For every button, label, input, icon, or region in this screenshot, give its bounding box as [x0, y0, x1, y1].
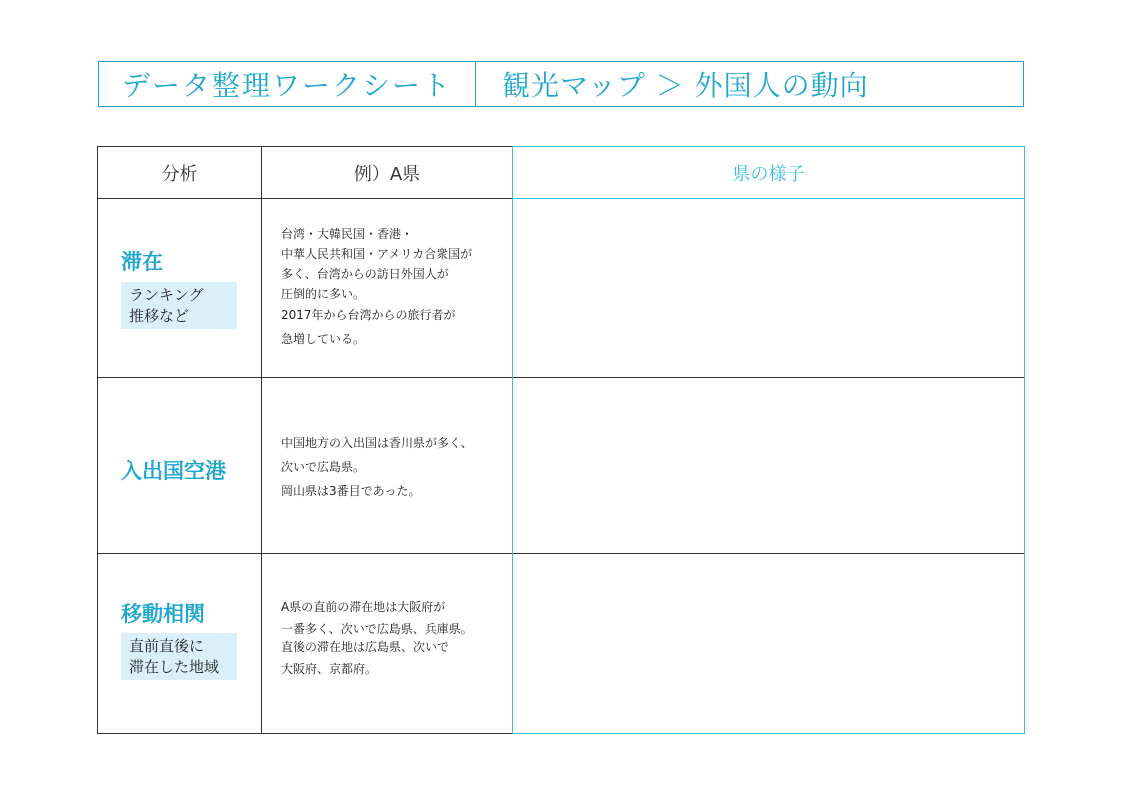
- worksheet-header: [98, 61, 1024, 107]
- row-tag-line: ランキング: [129, 286, 204, 304]
- row-title-movement: 移動相関: [121, 602, 205, 626]
- row-tag-movement: [121, 633, 237, 680]
- example-text-stay: [281, 224, 472, 349]
- example-line: 岡山県は3番目であった。: [281, 484, 421, 498]
- worksheet-subtitle: 観光マップ ＞ 外国人の動向: [502, 69, 869, 102]
- table-border-bottom-right: [512, 733, 1025, 734]
- example-line: 直後の滞在地は広島県、次いで: [281, 640, 450, 654]
- row-tag-line: 滞在した地域: [129, 658, 220, 676]
- row-title-stay: 滞在: [121, 250, 163, 274]
- analysis-table: [97, 146, 1025, 734]
- example-line: 2017年から台湾からの旅行者が: [281, 308, 456, 322]
- example-line: 台湾・大韓民国・香港・: [281, 227, 414, 241]
- column-divider-1: [261, 146, 262, 734]
- row-tag-line: 直前直後に: [129, 637, 205, 655]
- example-line: 圧倒的に多い。: [281, 287, 366, 301]
- example-line: 中国地方の入出国は香川県が多く、: [281, 436, 473, 450]
- row-tag-stay: [121, 282, 237, 329]
- example-line: A県の直前の滞在地は大阪府が: [281, 600, 446, 614]
- table-border-right: [1024, 146, 1025, 734]
- row-tag-line: 推移など: [129, 307, 190, 325]
- worksheet-title: データ整理ワークシート: [99, 62, 476, 106]
- example-line: 一番多く、次いで広島県、兵庫県。: [281, 622, 473, 636]
- example-line: 次いで広島県。: [281, 460, 366, 474]
- example-line: 急増している。: [281, 332, 366, 346]
- prefecture-state-cell-movement[interactable]: [513, 554, 1024, 733]
- prefecture-state-cell-airport[interactable]: [513, 378, 1024, 553]
- example-line: 中華人民共和国・アメリカ合衆国が: [281, 247, 473, 261]
- table-border-bottom: [97, 733, 512, 734]
- table-border-left: [97, 146, 98, 734]
- prefecture-state-cell-stay[interactable]: [513, 199, 1024, 377]
- example-text-movement: [281, 597, 473, 679]
- example-line: 多く、台湾からの訪日外国人が: [281, 267, 449, 281]
- header-row-divider: [97, 198, 512, 199]
- row-title-airport: 入出国空港: [121, 459, 226, 483]
- column-header-prefecture-state: 県の様子: [732, 163, 805, 185]
- example-line: 大阪府、京都府。: [281, 662, 378, 676]
- column-header-analysis: 分析: [161, 163, 198, 185]
- example-text-airport: [281, 433, 473, 505]
- column-header-example: 例）A県: [353, 163, 421, 185]
